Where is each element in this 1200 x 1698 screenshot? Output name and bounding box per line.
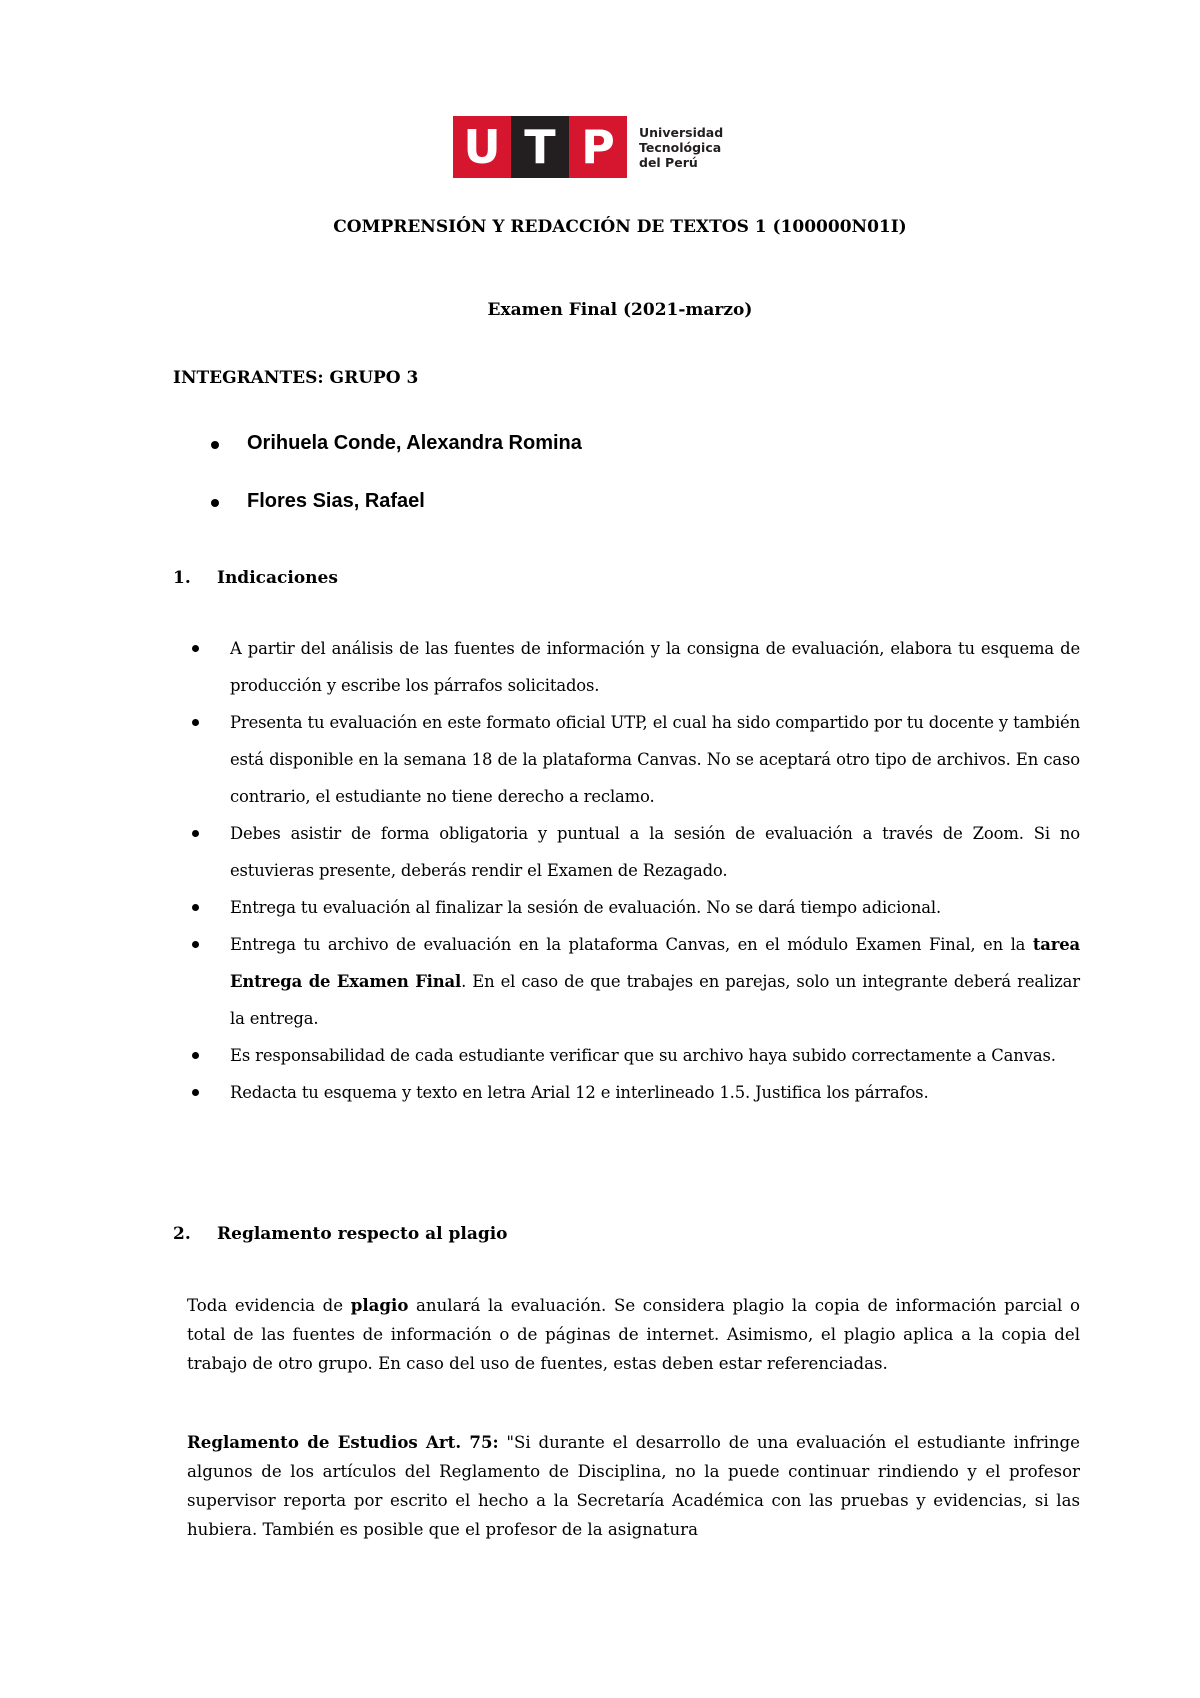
instruction-text-post: . En el caso de que trabajes en parejas, solo un integrante deberá realizar la entrega. bbox=[230, 972, 1080, 1028]
paragraph-text-post: anulará la evaluación. Se considera plagio la copia de información parcial o total de las fuentes de información o de páginas de internet. Asimismo, el plagio aplica a la copia del trabajo de otro grupo. En caso del uso de fuentes, estas deben estar referenciadas. bbox=[187, 1296, 1080, 1373]
logo-wordmark bbox=[639, 125, 723, 170]
instruction-text: A partir del análisis de las fuentes de información y la consigna de evaluación, elabora tu esquema de producción y escribe los párrafos solicitados. bbox=[230, 639, 1080, 695]
member-item bbox=[207, 432, 582, 490]
member-name: Orihuela Conde, Alexandra Romina bbox=[247, 432, 582, 454]
members-list bbox=[207, 432, 582, 548]
logo-line-2: Tecnológica bbox=[639, 139, 722, 155]
instruction-text: Entrega tu evaluación al finalizar la sesión de evaluación. No se dará tiempo adicional. bbox=[230, 898, 942, 917]
instruction-text: Es responsabilidad de cada estudiante verificar que su archivo haya subido correctamente a Canvas. bbox=[230, 1046, 1056, 1065]
bullet-icon bbox=[192, 645, 199, 652]
instructions-list bbox=[190, 630, 1080, 1111]
member-name: Flores Sias, Rafael bbox=[247, 490, 425, 512]
section-number: 2. bbox=[173, 1224, 191, 1244]
bullet-icon bbox=[192, 1052, 199, 1059]
bullet-icon bbox=[211, 441, 219, 449]
logo-letter-t: T bbox=[511, 116, 569, 178]
member-item bbox=[207, 490, 582, 548]
section-title: Indicaciones bbox=[217, 568, 338, 588]
instruction-text: Debes asistir de forma obligatoria y puntual a la sesión de evaluación a través de Zoom. Si no estuvieras presente, deberás rendir el Examen de Rezagado. bbox=[230, 824, 1080, 880]
reglamento-paragraph bbox=[187, 1428, 1080, 1544]
instruction-item bbox=[190, 630, 1080, 704]
instruction-text: Presenta tu evaluación en este formato oficial UTP, el cual ha sido compartido por tu docente y también está disponible en la semana 18 de la plataforma Canvas. No se aceptará otro tipo de archivos. En caso contrario, el estudiante no tiene derecho a reclamo. bbox=[230, 713, 1080, 806]
logo-line-1: Universidad bbox=[639, 124, 724, 140]
exam-subtitle: Examen Final (2021-marzo) bbox=[487, 300, 753, 320]
logo-line-3: del Perú bbox=[639, 154, 698, 170]
bullet-icon bbox=[192, 830, 199, 837]
instruction-item bbox=[190, 1037, 1080, 1074]
logo-letter-p: P bbox=[569, 116, 627, 178]
utp-logo-mark bbox=[453, 116, 627, 178]
instruction-text-pre: Entrega tu archivo de evaluación en la plataforma Canvas, en el módulo Examen Final, en la bbox=[230, 935, 1033, 954]
plagio-paragraph bbox=[187, 1291, 1080, 1378]
paragraph-text-bold: plagio bbox=[350, 1295, 409, 1315]
bullet-icon bbox=[192, 1089, 199, 1096]
instruction-item bbox=[190, 1074, 1080, 1111]
section-title: Reglamento respecto al plagio bbox=[217, 1224, 508, 1244]
instruction-item bbox=[190, 889, 1080, 926]
logo-letter-u: U bbox=[453, 116, 511, 178]
bullet-icon bbox=[192, 904, 199, 911]
course-title: COMPRENSIÓN Y REDACCIÓN DE TEXTOS 1 (100000N01I) bbox=[333, 217, 907, 237]
paragraph-text-pre: Toda evidencia de bbox=[187, 1296, 351, 1315]
instruction-item bbox=[190, 926, 1080, 1037]
bullet-icon bbox=[192, 719, 199, 726]
instruction-text-bold: tarea Entrega de Examen Final bbox=[230, 935, 1080, 991]
section-heading-plagio bbox=[173, 1224, 508, 1244]
group-heading: INTEGRANTES: GRUPO 3 bbox=[173, 368, 419, 388]
bullet-icon bbox=[211, 499, 219, 507]
paragraph-text-bold: Reglamento de Estudios Art. 75: bbox=[187, 1432, 499, 1452]
paragraph-text-post: "Si durante el desarrollo de una evaluación el estudiante infringe algunos de los artículos del Reglamento de Disciplina, no la puede continuar rindiendo y el profesor supervisor reporta por escrito el hecho a la Secretaría Académica con las pruebas y evidencias, si las hubiera. También es posible que el profesor de la asignatura bbox=[187, 1433, 1081, 1539]
instruction-text: Redacta tu esquema y texto en letra Arial 12 e interlineado 1.5. Justifica los párrafos. bbox=[230, 1083, 929, 1102]
utp-logo bbox=[453, 116, 723, 178]
bullet-icon bbox=[192, 941, 199, 948]
section-heading-indicaciones bbox=[173, 568, 338, 588]
section-number: 1. bbox=[173, 568, 191, 588]
instruction-item bbox=[190, 815, 1080, 889]
instruction-item bbox=[190, 704, 1080, 815]
